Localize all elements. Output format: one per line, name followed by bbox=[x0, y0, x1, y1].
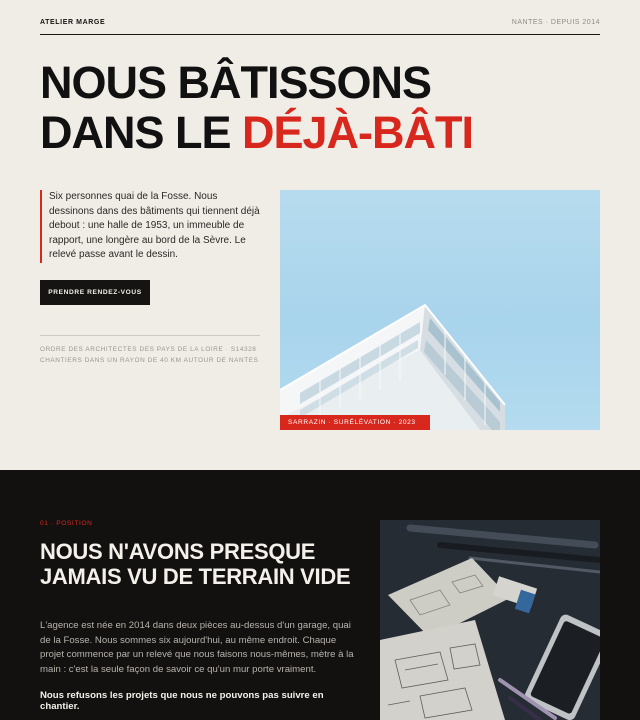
section-title: NOUS N'AVONS PRESQUE JAMAIS VU DE TERRAIN VIDE bbox=[40, 539, 351, 589]
position-section bbox=[0, 470, 640, 720]
hero-title-accent: DÉJÀ-BÂTI bbox=[242, 107, 474, 158]
desk-illustration bbox=[380, 520, 600, 720]
intro-text: Six personnes quai de la Fosse. Nous dessinons dans des bâtiments qui tiennent déjà debout : une halle de 1953, un immeuble de rapport, une longère au bord de la Sèvre. Le relevé passe avant le dessin. bbox=[40, 190, 262, 263]
book-appointment-button[interactable]: PRENDRE RENDEZ-VOUS bbox=[40, 280, 150, 305]
credential-line: CHANTIERS DANS UN RAYON DE 40 KM AUTOUR DE NANTES bbox=[40, 357, 259, 364]
hero-title-line1: NOUS BÂTISSONS bbox=[40, 57, 432, 108]
photo-caption: SARRAZIN · SURÉLÉVATION · 2023 bbox=[280, 415, 430, 430]
brand-logo[interactable]: ATELIER MARGE bbox=[40, 19, 106, 26]
hero-title bbox=[40, 58, 600, 158]
section-body: L'agence est née en 2014 dans deux pièces au-dessus d'un garage, quai de la Fosse. Nous sommes six aujourd'hui, au même endroit. Chaque projet commence par un relevé que nous faisons nous-mêmes, mètre à la main : c'est la seule façon de savoir ce qu'un mur porte vraiment. bbox=[40, 620, 354, 675]
building-photo bbox=[280, 190, 600, 430]
credential-line: ORDRE DES ARCHITECTES DES PAYS DE LA LOIRE · S14328 bbox=[40, 346, 257, 353]
building-illustration bbox=[280, 190, 600, 430]
section-emphasis: Nous refusons les projets que nous ne pouvons pas suivre en chantier. bbox=[40, 690, 324, 712]
credentials bbox=[40, 335, 260, 366]
section-number: 01 · POSITION bbox=[40, 520, 93, 527]
top-bar bbox=[40, 19, 600, 35]
desk-photo bbox=[380, 520, 600, 720]
hero-title-line2: DANS LE bbox=[40, 107, 243, 158]
location-label: NANTES · DEPUIS 2014 bbox=[511, 19, 600, 26]
